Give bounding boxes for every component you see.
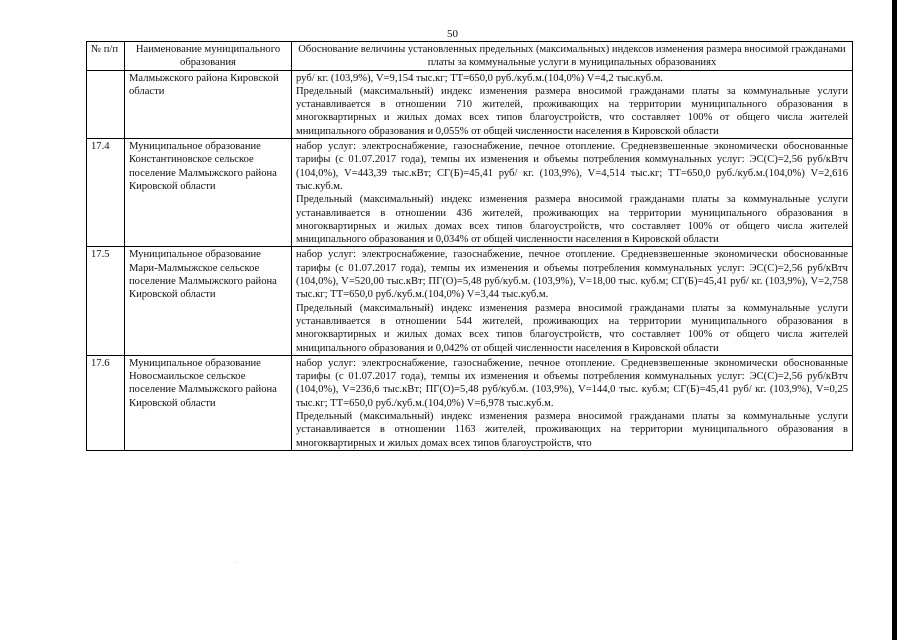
table-row — [87, 70, 853, 138]
index-paragraph: Предельный (максимальный) индекс изменения размера вносимой гражданами платы за коммунальные услуги устанавливается в отношении 1163 жителей, проживающих на территории муниципального образования в многоквартирных и жилых домах всех типов благоустройств, что — [296, 411, 848, 449]
municipality-name: Муниципальное образование Новосмаильское сельское поселение Малмыжского района Кировской области — [125, 355, 292, 450]
municipality-name: Малмыжского района Кировской области — [125, 70, 292, 138]
row-number: 17.6 — [87, 355, 125, 450]
tariff-paragraph: набор услуг: электроснабжение, газоснабжение, печное отопление. Средневзвешенные экономически обоснованные тарифы (с 01.07.2017 года), темпы их изменения и объемы потребления коммунальных услуг: ЭС(С)=2,56 руб/кВтч (104,0%), V=520,00 тыс.кВт; ПГ(О)=5,48 руб/куб.м. (103,9%), V=18,00 тыс. куб.м; СГ(Б)=45,41 руб/ кг. (103,9%), V=2,758 тыс.кг; ТТ=650,0 руб./куб.м.(104,0%) V=3,44 тыс.куб.м. — [296, 249, 848, 301]
row-number: 17.5 — [87, 247, 125, 355]
justification-cell — [292, 355, 853, 450]
index-paragraph: Предельный (максимальный) индекс изменения размера вносимой гражданами платы за коммунальные услуги устанавливается в отношении 436 жителей, проживающих на территории муниципального образования в многоквартирных и жилых домах всех типов благоустройств, что составляет 100% от общего числа жителей мниципального образования и 0,034% от общей численности населения в Кировской области — [296, 194, 848, 246]
table-row — [87, 247, 853, 355]
municipality-name: Муниципальное образование Константиновское сельское поселение Малмыжского района Кировской области — [125, 139, 292, 247]
header-number: № п/п — [87, 42, 125, 71]
municipality-name: Муниципальное образование Мари-Малмыжское сельское поселение Малмыжского района Кировской области — [125, 247, 292, 355]
table-header-row — [87, 42, 853, 71]
index-paragraph: Предельный (максимальный) индекс изменения размера вносимой гражданами платы за коммунальные услуги устанавливается в отношении 710 жителей, проживающих на территории муниципального образования в многоквартирных и жилых домах всех типов благоустройств, что составляет 100% от общего числа жителей мниципального образования и 0,055% от общей численности населения в Кировской области — [296, 85, 848, 137]
justification-cell — [292, 70, 853, 138]
scan-edge-bar — [892, 0, 897, 640]
tariff-table — [86, 41, 853, 451]
scan-speck: · — [236, 560, 238, 566]
tariff-paragraph: набор услуг: электроснабжение, газоснабжение, печное отопление. Средневзвешенные экономически обоснованные тарифы (с 01.07.2017 года), темпы их изменения и объемы потребления коммунальных услуг: ЭС(С)=2,56 руб/кВтч (104,0%), V=443,39 тыс.кВт; СГ(Б)=45,41 руб/ кг. (103,9%), V=4,514 тыс.кг; ТТ=650,0 руб./куб.м.(104,0%) V=2,616 тыс.куб.м. — [296, 141, 848, 192]
justification-cell — [292, 139, 853, 247]
index-paragraph: Предельный (максимальный) индекс изменения размера вносимой гражданами платы за коммунальные услуги устанавливается в отношении 544 жителей, проживающих на территории муниципального образования в многоквартирных и жилых домах всех типов благоустройств, что составляет 100% от общего числа жителей мниципального образования и 0,042% от общей численности населения в Кировской области — [296, 302, 848, 354]
tariff-paragraph: руб/ кг. (103,9%), V=9,154 тыс.кг; ТТ=650,0 руб./куб.м.(104,0%) V=4,2 тыс.куб.м. — [296, 72, 663, 84]
row-number: 17.4 — [87, 139, 125, 247]
row-number — [87, 70, 125, 138]
table-body — [87, 70, 853, 450]
header-justification: Обоснование величины установленных предельных (максимальных) индексов изменения размера вносимой гражданами платы за коммунальные услуги в муниципальных образованиях — [292, 42, 853, 71]
justification-cell — [292, 247, 853, 355]
tariff-paragraph: набор услуг: электроснабжение, газоснабжение, печное отопление. Средневзвешенные экономически обоснованные тарифы (с 01.07.2017 года), темпы их изменения и объемы потребления коммунальных услуг: ЭС(С)=2,56 руб/кВтч (104,0%), V=236,6 тыс.кВт; ПГ(О)=5,48 руб/куб.м. (103,9%), V=144,0 тыс. куб.м; СГ(Б)=45,41 руб/ кг. (103,9%), V=0,25 тыс.кг; ТТ=650,0 руб./куб.м.(104,0%) V=6,978 тыс.куб.м. — [296, 357, 848, 409]
table-row — [87, 355, 853, 450]
table-row — [87, 139, 853, 247]
page-number: 50 — [447, 28, 458, 40]
header-municipality: Наименование муниципального образования — [125, 42, 292, 71]
